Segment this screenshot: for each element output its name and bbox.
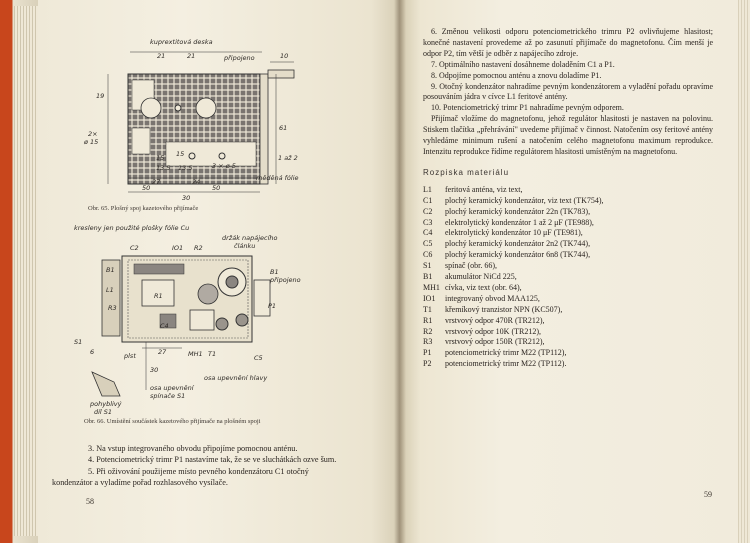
figure-65-pcb-drawing [72,30,312,202]
fig66-label-axis3: spínače S1 [150,392,186,400]
fig65-dim-27: 27 [152,178,161,186]
fig66-label-holder: držák napájecího [222,234,278,242]
list-item: C6 plochý keramický kondenzátor 6n8 (TK744), [423,250,591,260]
fig66-dim-6: 6 [90,348,95,356]
list-item: C4 elektrolytický kondenzátor 10 μF (TE981), [423,228,583,238]
figure-65-caption: Obr. 65. Plošný spoj kazetového přijímače [88,205,199,212]
page-number-left: 58 [86,497,94,506]
list-item: S1 spínač (obr. 66), [423,261,497,271]
fig66-label-axis: osa upevnění hlavy [204,374,268,382]
paragraph: 8. Odpojíme pomocnou anténu a znovu doladíme P1. [431,70,602,80]
fig65-label-solder: připojeno [224,54,255,62]
paragraph: Přijímač vložíme do magnetofonu, jehož regulátor hlasitosti je nastaven na polovinu. Stiskem tlačítka „přehrávání" uvedeme přijímač v činnost. Natočením osy feritové antény vyhledáme minimum rušení a natočením celého magnetofonu maximum reprodukce. Intenzitu reprodukce řídíme regulátorem hlasitosti umístěným na magnetofonu. [423,114,713,156]
fig66-label-r3: R3 [108,304,117,312]
list-item: C3 elektrolytický kondenzátor 1 až 2 μF (TE988), [423,217,594,227]
paragraph: 3. Na vstup integrovaného obvodu připojíme pomocnou anténu. [88,444,298,453]
paragraph: 4. Potenciometrický trimr P1 nastavíme tak, že se ve sluchátkách ozve šum. [88,455,337,465]
left-page-body [52,443,342,489]
fig65-dim-21b: 21 [187,52,196,60]
fig65-dim-15b: 15 [176,150,185,158]
list-item: R3 vrstvový odpor 150R (TR212), [423,337,545,347]
fig65-label-board: kuprextitová deska [150,38,213,46]
fig66-label-t1: T1 [208,350,217,358]
fig66-label-holder2: článku [234,242,256,250]
fig65-dim-61: 61 [279,124,288,132]
fig66-label-l1: L1 [106,286,114,294]
fig66-dim-30: 30 [150,366,159,374]
fig66-label-p1: P1 [268,302,277,310]
fig66-dim-27: 27 [158,348,167,356]
fig65-dim-21a: 21 [157,52,166,60]
fig65-label-copper: měděná fólie [256,174,299,182]
fig65-dim-135a: 13.5 [156,164,171,172]
fig66-label-mobile: pohyblivý [90,400,122,408]
right-page-body [423,27,713,370]
list-item: C5 plochý keramický kondenzátor 2n2 (TK744), [423,239,591,249]
parts-list [423,185,713,370]
list-item: C2 plochý keramický kondenzátor 22n (TK783), [423,206,591,216]
list-item: R2 vrstvový odpor 10K (TR212), [423,326,541,336]
fig66-label-mobile2: díl S1 [94,408,113,416]
fig66-label-c2: C2 [130,244,139,252]
fig66-label-r2: R2 [194,244,203,252]
list-item: IO1 integrovaný obvod MAA125, [423,293,540,303]
list-item: L1 feritová anténa, viz text, [423,184,523,194]
fig66-label-b1a: B1 [106,266,115,274]
fig66-label-c5: C5 [254,354,263,362]
fig66-label-axis2: osa upevnění [150,384,194,392]
fig65-label-holes: 3 × ø 5 [212,162,236,170]
list-item: C1 plochý keramický kondenzátor, viz text (TK754), [423,195,604,205]
fig65-dim-15a: 15 [156,154,165,162]
fig66-title: kresleny jen použité plošky fólie Cu [74,224,190,232]
fig65-dim-19: 19 [96,92,105,100]
fig65-dim-30: 30 [182,194,191,202]
list-item: P1 potenciometrický trimr M22 (TP112), [423,348,567,358]
fig66-label-r1: R1 [154,292,163,300]
list-item: MH1 cívka, viz text (obr. 64), [423,282,522,292]
parts-list-heading: Rozpiska materiálu [423,167,510,177]
fig66-label-connected: připojeno [270,276,301,284]
book-edge-right [738,0,750,543]
figure-66-caption: Obr. 66. Umístění součástek kazetového přijímače na plošném spoji [84,418,261,425]
list-item: R1 vrstvový odpor 470R (TR212), [423,315,545,325]
list-item: T1 křemíkový tranzistor NPN (KC507), [423,304,563,314]
fig66-label-c4: C4 [160,322,169,330]
list-item: B1 akumulátor NiCd 225, [423,272,517,282]
paragraph: 5. Při oživování použijeme místo pevného kondenzátoru C1 otočný kondenzátor a vyladíme pořad rozhlasového vysílače. [52,466,309,488]
list-item: P2 potenciometrický trimr M22 (TP112). [423,359,567,369]
paragraph: 6. Změnou velikosti odporu potenciometrického trimru P2 ovlivňujeme hlasitost; konečné nastavení provedeme až po zasunutí přijímače do magnetofonu. Čím menší je odpor P2, tím větší je odběr z napájecího zdroje. [423,27,713,58]
page-number-right: 59 [704,490,712,499]
fig66-label-plst: plst [124,352,136,360]
paragraph: 10. Potenciometrický trimr P1 nahradíme pevným odporem. [431,103,624,113]
fig65-dim-24: 24 [192,178,201,186]
figure-66-layout-drawing [72,220,312,416]
fig66-label-mh1: MH1 [188,350,203,358]
fig65-dim-50b: 50 [212,184,221,192]
book-gutter [394,0,406,543]
fig65-dim-phi15: ø 15 [84,138,99,146]
fig65-holes-2x: 2× [88,130,98,138]
fig65-dim-50a: 50 [142,184,151,192]
fig66-label-io1: IO1 [172,244,184,252]
fig65-dim-10: 10 [280,52,289,60]
fig66-label-b1b: B1 [270,268,279,276]
book-edge-left [0,0,40,543]
paragraph: 7. Optimálního nastavení dosáhneme doladěním C1 a P1. [431,59,615,69]
fig65-dim-135b: 13.5 [178,164,193,172]
fig65-holes-note: 1 až 2 [278,154,298,162]
fig66-label-s1: S1 [74,338,83,346]
paragraph: 9. Otočný kondenzátor nahradíme pevným kondenzátorem a vyladění pořadu opravíme posouváním jádra v cívce L1 feritové antény. [423,81,713,102]
